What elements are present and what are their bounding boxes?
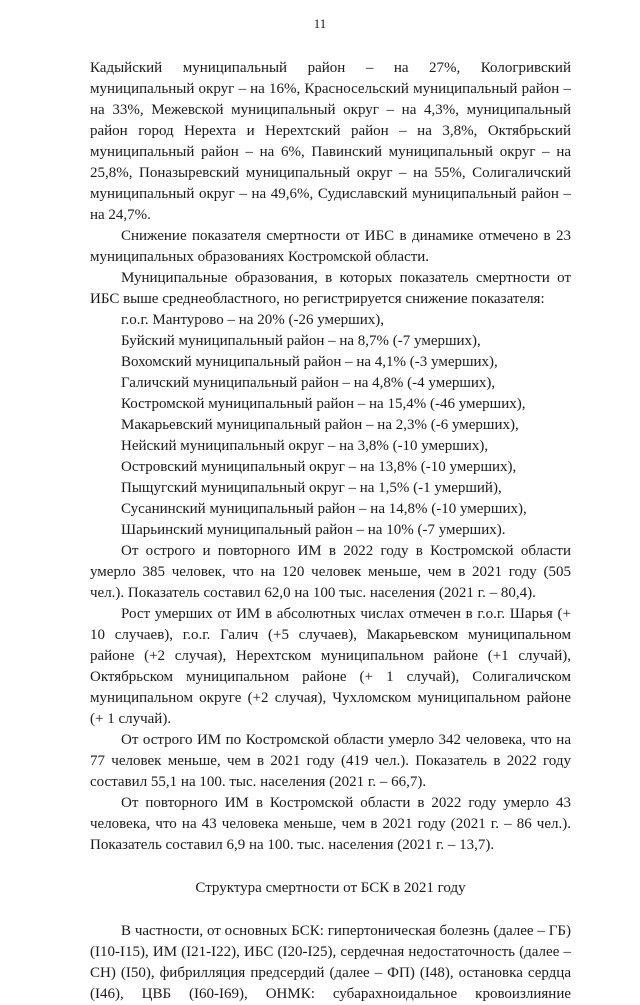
list-item: Макарьевский муниципальный район – на 2,3% (-6 умерших), — [121, 417, 519, 433]
list-item: Костромской муниципальный район – на 15,4% (-46 умерших), — [121, 396, 526, 412]
paragraph-bsk-structure: В частности, от основных БСК: гипертоническая болезнь (далее – ГБ) (I10-I15), ИМ (I21-I22), ИБС (I20-I25), сердечная недостаточность (далее – СН) (I50), фибрилляция предсердий (далее – ФП) (I48), остановка сердца (I46), ЦВБ (I60-I69), ОНМК: субарахноидальное кровоизлияние — [90, 923, 571, 1002]
paragraph-im-growth: Рост умерших от ИМ в абсолютных числах отмечен в г.о.г. Шарья (+ 10 случаев), г.о.г. Галич (+5 случаев), Макарьевском муниципальном районе (+2 случая), Нерехтском муниципальном районе (+1 случай), Октябрьском муниципальном районе (+ 1 случай), Солигаличском муниципальном округе (+2 случая), Чухломском муниципальном районе (+ 1 случай). — [90, 606, 571, 727]
paragraph-ibs-decrease: Снижение показателя смертности от ИБС в динамике отмечено в 23 муниципальных образованиях Костромской области. — [90, 228, 571, 265]
list-item: Вохомский муниципальный район – на 4,1% (-3 умерших), — [121, 354, 498, 370]
list-item: Шарьинский муниципальный район – на 10% (-7 умерших). — [121, 522, 506, 538]
list-item: Нейский муниципальный округ – на 3,8% (-10 умерших), — [121, 438, 489, 454]
paragraph-district-list: Кадыйский муниципальный район – на 27%, Кологривский муниципальный округ – на 16%, Красносельский муниципальный район – на 33%, Межевской муниципальный округ – на 4,3%, муниципальный район город Нерехта и Нерехтский район – на 3,8%, Октябрьский муниципальный район – на 6%, Павинский муниципальный округ – на 25,8%, Поназыревский муниципальный округ – на 55%, Солигаличский муниципальный округ – на 49,6%, Судиславский муниципальный район – на 24,7%. — [90, 60, 571, 223]
page-number: 11 — [313, 16, 327, 31]
paragraph-above-average-intro: Муниципальные образования, в которых показатель смертности от ИБС выше среднеобластного, но регистрируется снижение показателя: — [90, 270, 571, 307]
list-item: Галичский муниципальный район – на 4,8% (-4 умерших), — [121, 375, 496, 391]
list-item: Островский муниципальный округ – на 13,8% (-10 умерших), — [121, 459, 517, 475]
body-text — [90, 58, 571, 1005]
list-item: г.о.г. Мантурово – на 20% (-26 умерших), — [121, 312, 384, 328]
above-average-list — [90, 310, 571, 541]
list-item: Сусанинский муниципальный район – на 14,8% (-10 умерших), — [121, 501, 527, 517]
list-item: Пыщугский муниципальный округ – на 1,5% (-1 умерший), — [121, 480, 502, 496]
paragraph-repeat-im: От повторного ИМ в Костромской области в 2022 году умерло 43 человека, что на 43 человека меньше, чем в 2021 году (2021 г. – 86 чел.). Показатель составил 6,9 на 100. тыс. населения (2021 г. – 13,7). — [90, 795, 571, 853]
list-item: Буйский муниципальный район – на 8,7% (-7 умерших), — [121, 333, 481, 349]
paragraph-acute-im: От острого ИМ по Костромской области умерло 342 человека, что на 77 человек меньше, чем в 2021 году (419 чел.). Показатель в 2022 году составил 55,1 на 100. тыс. населения (2021 г. – 66,7). — [90, 732, 571, 790]
paragraph-im-total: От острого и повторного ИМ в 2022 году в Костромской области умерло 385 человек, что на 120 человек меньше, чем в 2021 году (505 чел.). Показатель составил 62,0 на 100 тыс. населения (2021 г. – 80,4). — [90, 543, 571, 601]
section-heading: Структура смертности от БСК в 2021 году — [195, 880, 466, 896]
